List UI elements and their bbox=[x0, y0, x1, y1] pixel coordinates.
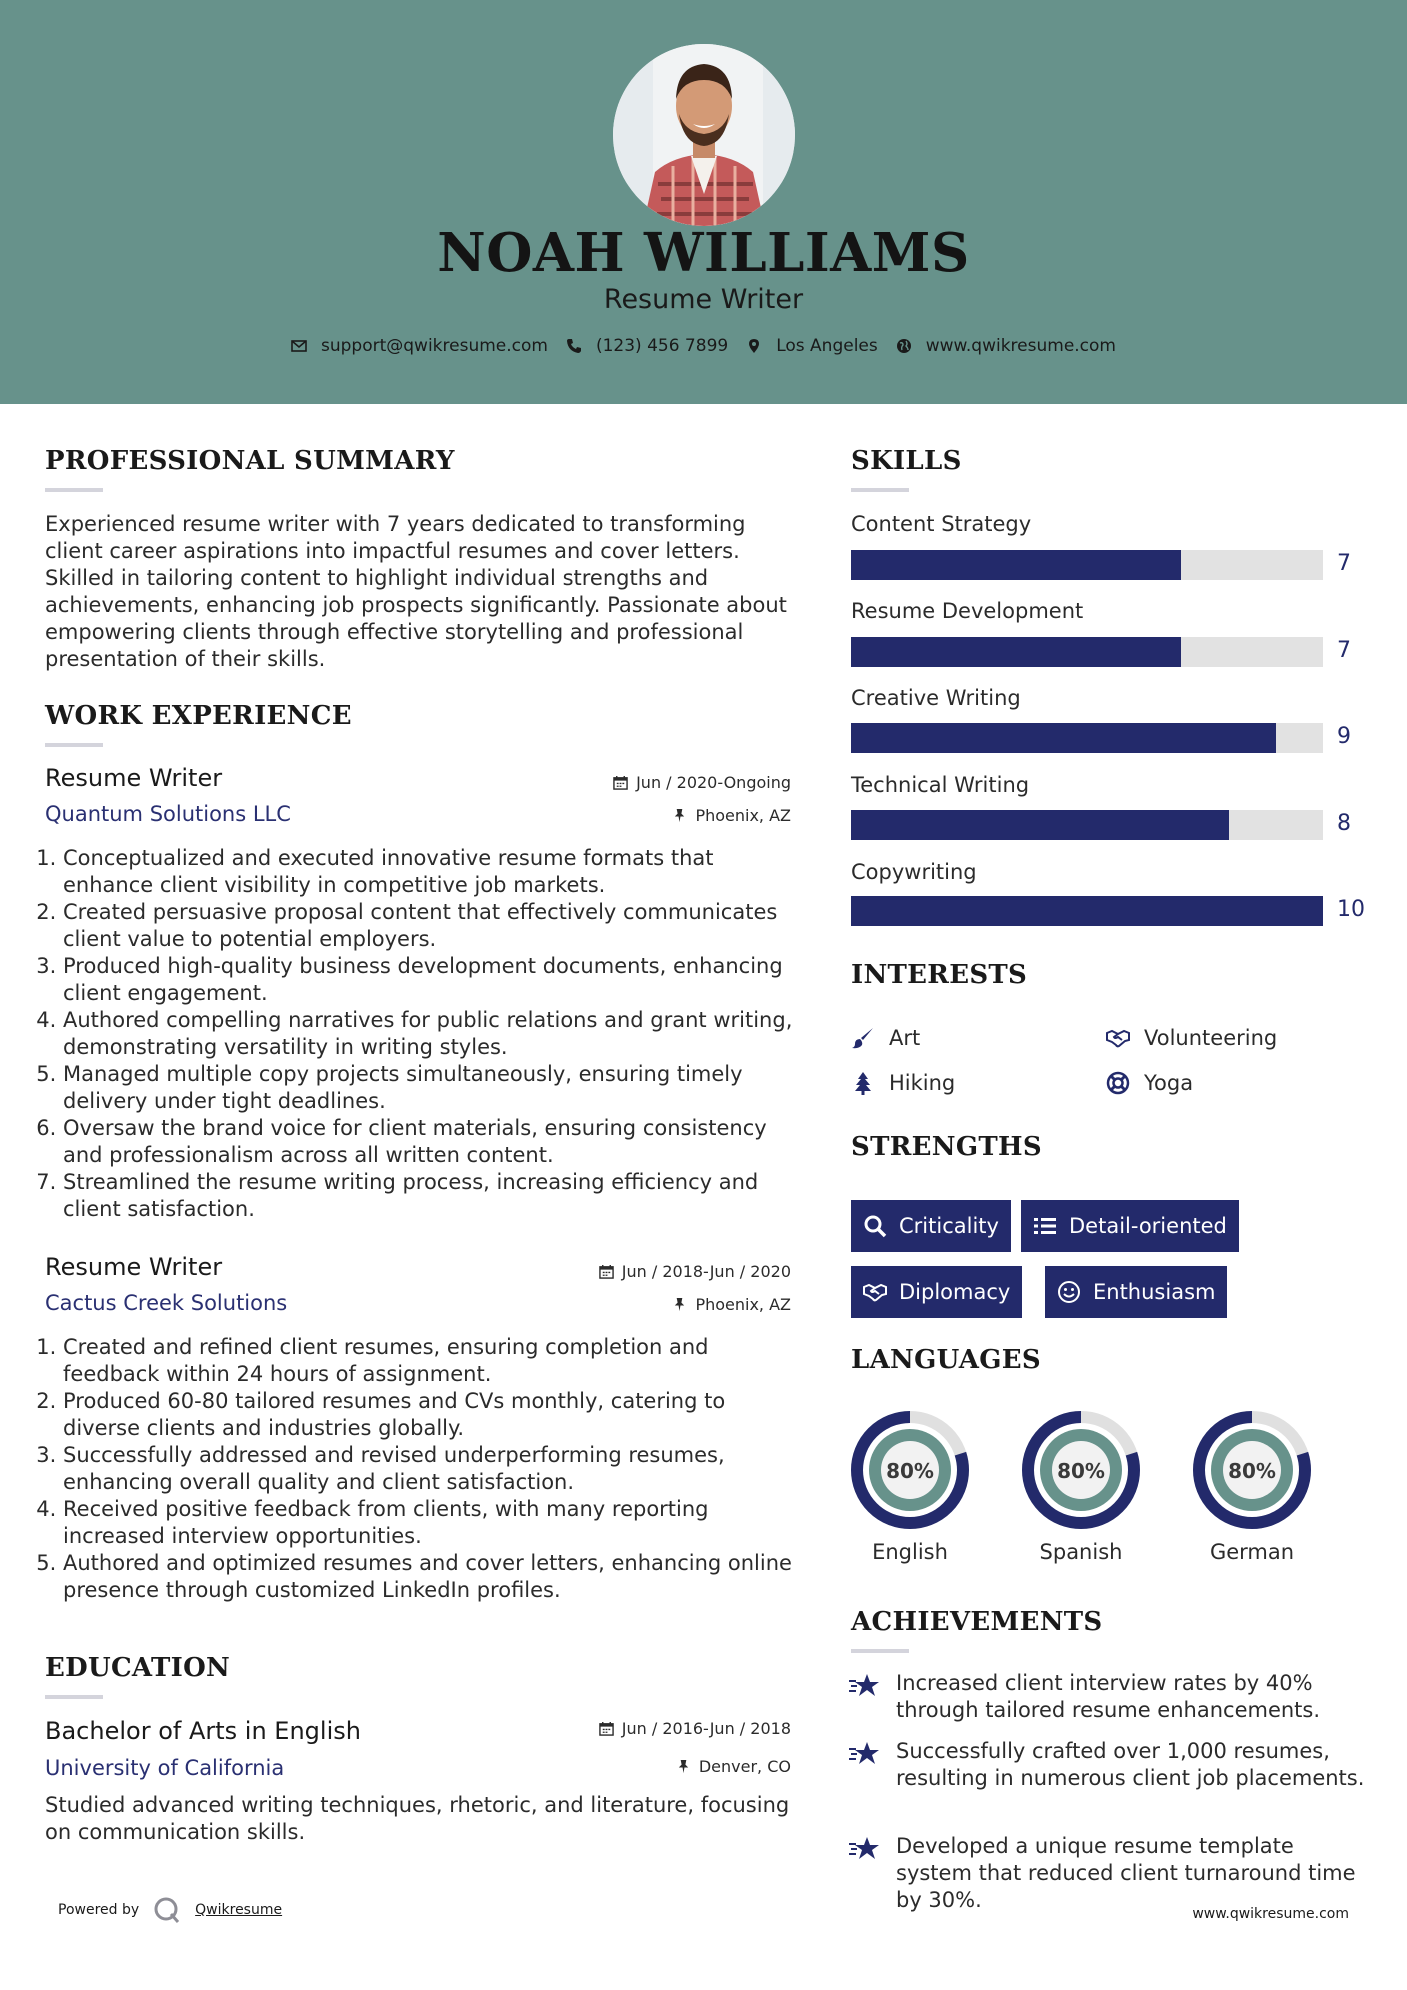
skill-name: Creative Writing bbox=[851, 686, 1021, 710]
list-icon bbox=[1033, 1214, 1057, 1238]
star-icon bbox=[848, 1740, 880, 1768]
languages-heading: LANGUAGES bbox=[851, 1345, 1041, 1375]
list-item: 7. Streamlined the resume writing process, increasing efficiency and client satisfaction. bbox=[63, 1169, 805, 1223]
candidate-name: NOAH WILLIAMS bbox=[437, 222, 970, 284]
job-dates bbox=[531, 773, 791, 792]
list-item: 1. Created and refined client resumes, ensuring completion and feedback within 24 hours of assignment. bbox=[63, 1334, 805, 1388]
skill-name: Resume Development bbox=[851, 599, 1084, 623]
achievements-heading: ACHIEVEMENTS bbox=[851, 1607, 1103, 1637]
lifebuoy-icon bbox=[1106, 1071, 1130, 1095]
interest-item bbox=[1106, 1026, 1277, 1050]
website-text: www.qwikresume.com bbox=[925, 336, 1116, 356]
calendar-icon bbox=[599, 1721, 614, 1736]
language-name: English bbox=[872, 1540, 948, 1564]
education-description: Studied advanced writing techniques, rhetoric, and literature, focusing on communication skills. bbox=[45, 1793, 790, 1844]
paintbrush-icon bbox=[851, 1026, 875, 1050]
globe-icon bbox=[896, 338, 912, 354]
envelope-icon bbox=[291, 338, 307, 354]
skill-bar bbox=[851, 637, 1323, 667]
phone-text: (123) 456 7899 bbox=[595, 336, 729, 356]
skill-value: 7 bbox=[1337, 551, 1351, 576]
strength-chip bbox=[851, 1200, 1011, 1252]
experience-rule bbox=[45, 743, 103, 747]
profile-photo bbox=[613, 44, 795, 226]
skill-bar-fill bbox=[851, 637, 1181, 667]
strength-chip bbox=[1045, 1266, 1227, 1318]
skill-value: 9 bbox=[1337, 724, 1351, 749]
list-item: 3. Successfully addressed and revised underperforming resumes, enhancing overall quality and client satisfaction. bbox=[63, 1442, 805, 1496]
list-item: 2. Created persuasive proposal content that effectively communicates client value to potential employers. bbox=[63, 899, 805, 953]
star-icon bbox=[848, 1672, 880, 1700]
job-dates-text: Jun / 2018-Jun / 2020 bbox=[621, 1262, 791, 1281]
interest-label: Art bbox=[889, 1026, 921, 1050]
language-ring bbox=[1019, 1408, 1143, 1532]
job-company: Quantum Solutions LLC bbox=[45, 802, 291, 826]
skill-bar-fill bbox=[851, 896, 1323, 926]
job-company: Cactus Creek Solutions bbox=[45, 1291, 288, 1315]
handshake-icon bbox=[863, 1280, 887, 1304]
achievement-item bbox=[848, 1738, 1368, 1792]
strength-label: Criticality bbox=[899, 1214, 999, 1238]
job-dates bbox=[531, 1262, 791, 1281]
language-item bbox=[1190, 1408, 1314, 1564]
calendar-icon bbox=[613, 775, 628, 790]
list-item: 5. Managed multiple copy projects simultaneously, ensuring timely delivery under tight deadlines. bbox=[63, 1061, 805, 1115]
language-ring bbox=[1190, 1408, 1314, 1532]
education-location-text: Denver, CO bbox=[698, 1757, 791, 1776]
skill-name: Copywriting bbox=[851, 860, 977, 884]
interest-item bbox=[851, 1026, 920, 1050]
education-rule bbox=[45, 1695, 103, 1699]
handshake-icon bbox=[1106, 1026, 1130, 1050]
contact-bar bbox=[0, 336, 1407, 356]
interest-item bbox=[851, 1071, 955, 1095]
education-heading: EDUCATION bbox=[45, 1653, 231, 1683]
list-item: 2. Produced 60-80 tailored resumes and CVs monthly, catering to diverse clients and industries globally. bbox=[63, 1388, 805, 1442]
contact-website[interactable] bbox=[896, 336, 1116, 356]
skills-heading: SKILLS bbox=[851, 446, 962, 476]
strength-chip bbox=[1021, 1200, 1239, 1252]
skill-bar bbox=[851, 550, 1323, 580]
job-location bbox=[531, 1295, 791, 1314]
achievement-item bbox=[848, 1833, 1368, 1914]
pushpin-icon bbox=[672, 808, 687, 823]
search-icon bbox=[863, 1214, 887, 1238]
achievement-text: Increased client interview rates by 40% through tailored resume enhancements. bbox=[896, 1671, 1321, 1722]
school-name: University of California bbox=[45, 1756, 285, 1780]
language-percent: 80% bbox=[1228, 1459, 1276, 1483]
strength-chip bbox=[851, 1266, 1022, 1318]
calendar-icon bbox=[599, 1264, 614, 1279]
header-banner bbox=[0, 0, 1407, 404]
language-item bbox=[848, 1408, 972, 1564]
language-name: Spanish bbox=[1039, 1540, 1123, 1564]
job-duties-list bbox=[45, 845, 805, 1223]
education-dates-text: Jun / 2016-Jun / 2018 bbox=[621, 1719, 791, 1738]
smile-icon bbox=[1057, 1280, 1081, 1304]
language-percent: 80% bbox=[1057, 1459, 1105, 1483]
strength-label: Diplomacy bbox=[899, 1280, 1011, 1304]
tree-icon bbox=[851, 1071, 875, 1095]
footer-url[interactable]: www.qwikresume.com bbox=[1192, 1906, 1349, 1922]
skill-name: Content Strategy bbox=[851, 512, 1032, 536]
achievement-text: Developed a unique resume template system that reduced client turnaround time by 30%. bbox=[896, 1834, 1356, 1912]
skill-value: 10 bbox=[1337, 897, 1365, 922]
language-percent: 80% bbox=[886, 1459, 934, 1483]
achievements-rule bbox=[851, 1649, 909, 1653]
interest-label: Volunteering bbox=[1144, 1026, 1278, 1050]
skill-name: Technical Writing bbox=[851, 773, 1030, 797]
language-name: German bbox=[1209, 1540, 1295, 1564]
strength-label: Enthusiasm bbox=[1093, 1280, 1216, 1304]
interest-label: Yoga bbox=[1144, 1071, 1194, 1095]
job-location-text: Phoenix, AZ bbox=[695, 1295, 791, 1314]
powered-by-text: Powered by bbox=[58, 1902, 140, 1918]
map-pin-icon bbox=[746, 338, 762, 354]
skill-bar bbox=[851, 896, 1323, 926]
skill-value: 8 bbox=[1337, 811, 1351, 836]
summary-text: Experienced resume writer with 7 years dedicated to transforming client career aspirations into impactful resumes and cover letters. Skilled in tailoring content to highlight individual strengths and achievements, enhancing job prospects significantly. Passionate about empowering clients through effective storytelling and professional presentation of their skills. bbox=[45, 512, 787, 671]
skill-bar bbox=[851, 723, 1323, 753]
skill-bar-fill bbox=[851, 550, 1181, 580]
job-title: Resume Writer bbox=[45, 764, 223, 792]
interests-heading: INTERESTS bbox=[851, 960, 1028, 990]
contact-phone[interactable] bbox=[566, 336, 728, 356]
job-duties-list bbox=[45, 1334, 805, 1604]
skill-bar-fill bbox=[851, 810, 1229, 840]
phone-icon bbox=[566, 338, 582, 354]
contact-location bbox=[746, 336, 878, 356]
summary-heading: PROFESSIONAL SUMMARY bbox=[45, 446, 455, 476]
list-item: 4. Received positive feedback from clients, with many reporting increased interview opportunities. bbox=[63, 1496, 805, 1550]
education-location bbox=[531, 1757, 791, 1776]
interest-label: Hiking bbox=[889, 1071, 956, 1095]
language-item bbox=[1019, 1408, 1143, 1564]
skills-rule bbox=[851, 488, 909, 492]
achievement-text: Successfully crafted over 1,000 resumes, resulting in numerous client job placements. bbox=[896, 1739, 1365, 1790]
degree-title: Bachelor of Arts in English bbox=[45, 1717, 361, 1745]
experience-heading: WORK EXPERIENCE bbox=[45, 701, 352, 731]
location-text: Los Angeles bbox=[776, 336, 878, 356]
strengths-heading: STRENGTHS bbox=[851, 1132, 1042, 1162]
summary-rule bbox=[45, 488, 103, 492]
achievement-item bbox=[848, 1670, 1368, 1724]
skill-bar-fill bbox=[851, 723, 1276, 753]
list-item: 3. Produced high-quality business development documents, enhancing client engagement. bbox=[63, 953, 805, 1007]
qwikresume-logo-icon bbox=[153, 1896, 181, 1924]
pushpin-icon bbox=[676, 1759, 691, 1774]
list-item: 6. Oversaw the brand voice for client materials, ensuring consistency and professionalism across all written content. bbox=[63, 1115, 805, 1169]
list-item: 5. Authored and optimized resumes and cover letters, enhancing online presence through customized LinkedIn profiles. bbox=[63, 1550, 805, 1604]
brand-link[interactable]: Qwikresume bbox=[195, 1902, 283, 1918]
email-text: support@qwikresume.com bbox=[321, 336, 548, 356]
candidate-title: Resume Writer bbox=[603, 284, 804, 315]
list-item: 4. Authored compelling narratives for public relations and grant writing, demonstrating versatility in writing styles. bbox=[63, 1007, 805, 1061]
language-ring bbox=[848, 1408, 972, 1532]
powered-by bbox=[58, 1896, 282, 1924]
job-location-text: Phoenix, AZ bbox=[695, 806, 791, 825]
job-dates-text: Jun / 2020-Ongoing bbox=[636, 773, 791, 792]
strength-label: Detail-oriented bbox=[1069, 1214, 1227, 1238]
job-location bbox=[531, 806, 791, 825]
interest-item bbox=[1106, 1071, 1193, 1095]
star-icon bbox=[848, 1835, 880, 1863]
education-dates bbox=[531, 1719, 791, 1738]
pushpin-icon bbox=[672, 1297, 687, 1312]
contact-email[interactable] bbox=[291, 336, 548, 356]
skill-bar bbox=[851, 810, 1323, 840]
skill-value: 7 bbox=[1337, 638, 1351, 663]
job-title: Resume Writer bbox=[45, 1253, 223, 1281]
list-item: 1. Conceptualized and executed innovative resume formats that enhance client visibility in competitive job markets. bbox=[63, 845, 805, 899]
